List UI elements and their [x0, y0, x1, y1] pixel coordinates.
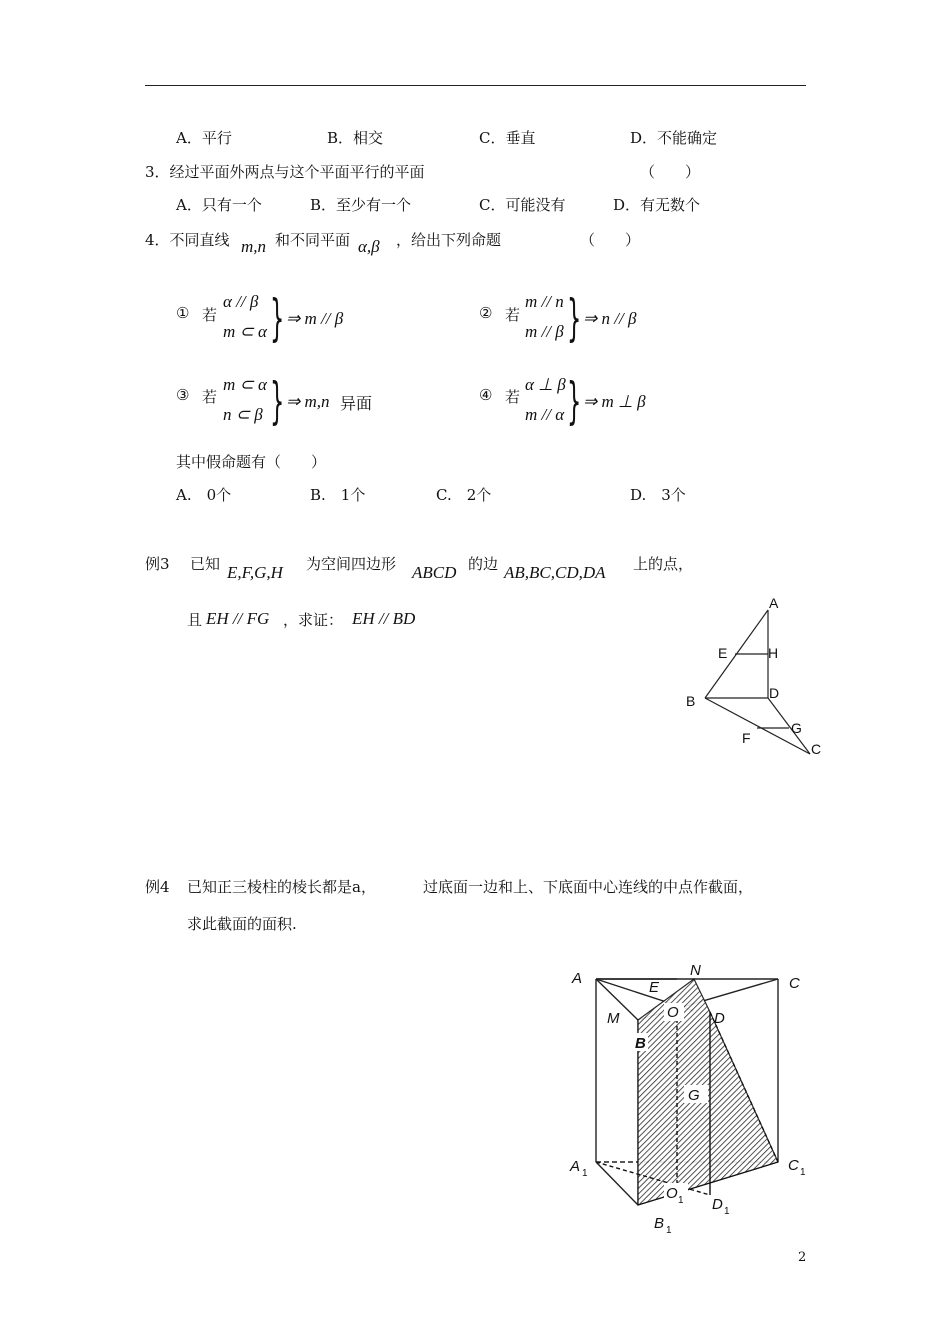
ex3-text-6: ，求证： [283, 611, 344, 629]
q2-option-b: B．相交 [327, 129, 384, 147]
prop2-number: ② [479, 304, 493, 322]
ex4-fig-sub-a1: 1 [582, 1168, 588, 1179]
ex3-fig-label-h: H [768, 645, 779, 661]
ex3-math-abcd: ABCD [412, 563, 457, 582]
ex4-fig-sub-d1: 1 [724, 1206, 730, 1217]
prop2-cond-bot: m // β [525, 322, 564, 341]
ex3-text-5: 且 [187, 611, 203, 629]
prop4-ruo: 若 [505, 388, 521, 406]
prop4-cond-top: α ⊥ β [525, 375, 566, 394]
prop4-number: ④ [479, 386, 493, 404]
prop1-cond-bot: m ⊂ α [223, 322, 267, 341]
ex3-math-sides: AB,BC,CD,DA [504, 563, 606, 582]
ex4-fig-label-m: M [607, 1010, 620, 1027]
prop2-cond-top: m // n [525, 292, 564, 311]
ex4-fig-label-e: E [649, 979, 660, 996]
ex4-fig-label-d: D [714, 1010, 725, 1027]
q3-stem: 3．经过平面外两点与这个平面平行的平面 [145, 163, 425, 181]
prop4-brace: } [567, 372, 582, 430]
ex3-fig-label-a: A [769, 595, 779, 611]
ex3-fig-label-e: E [718, 645, 728, 661]
ex3-text-4: 上的点， [633, 555, 694, 573]
q4-option-a: A. 0个 [176, 486, 232, 504]
ex3-quadrilateral-figure [680, 590, 830, 760]
q4-stem-c: ，给出下列命题 [396, 231, 502, 249]
ex4-fig-label-b1: B [654, 1215, 665, 1232]
ex3-label: 例3 [145, 555, 170, 573]
ex3-math-given: EH // FG [206, 609, 270, 628]
page-number: 2 [798, 1250, 807, 1265]
q4-stem-b: 和不同平面 [275, 231, 351, 249]
q4-false-question: 其中假命题有（ ） [176, 453, 327, 471]
q4-option-b: B. 1个 [310, 486, 366, 504]
ex4-fig-label-n: N [690, 962, 701, 979]
ex3-fig-label-c: C [811, 741, 822, 757]
q3-option-b: B．至少有一个 [310, 196, 412, 214]
ex4-fig-label-o: O [667, 1004, 679, 1021]
ex4-fig-sub-o1: 1 [678, 1195, 684, 1206]
prop3-result: ⇒ m,n [286, 392, 330, 411]
q2-option-c: C．垂直 [479, 129, 536, 147]
ex3-text-3: 的边 [468, 555, 499, 573]
prop3-brace: } [270, 372, 285, 430]
ex4-fig-label-c: C [789, 975, 800, 992]
prop1-ruo: 若 [202, 306, 218, 324]
prop2-brace: } [567, 289, 582, 347]
ex4-fig-label-a: A [572, 970, 583, 987]
ex4-fig-label-a1: A [570, 1158, 581, 1175]
prop3-cond-bot: n ⊂ β [223, 405, 263, 424]
prop3-cond-top: m ⊂ α [223, 375, 267, 394]
ex3-text-2: 为空间四边形 [306, 555, 397, 573]
ex4-line2: 求此截面的面积. [187, 915, 297, 933]
q4-var-mn: m,n [241, 237, 267, 256]
ex4-fig-label-d1: D [712, 1196, 723, 1213]
ex4-fig-label-b: B [635, 1035, 646, 1052]
q2-option-a: A．平行 [176, 129, 232, 147]
q3-option-c: C．可能没有 [479, 196, 566, 214]
ex3-fig-label-f: F [742, 730, 751, 746]
ex3-math-efgh: E,F,G,H [227, 563, 283, 582]
prop3-result-text: 异面 [340, 394, 373, 413]
ex4-fig-label-c1: C [788, 1157, 799, 1174]
ex4-prism-figure [560, 955, 820, 1240]
prop2-ruo: 若 [505, 306, 521, 324]
prop3-number: ③ [176, 386, 190, 404]
ex4-fig-sub-c1: 1 [800, 1167, 806, 1178]
ex3-fig-label-g: G [791, 720, 802, 736]
q4-paren: （ ） [580, 231, 641, 249]
ex4-fig-label-g: G [688, 1087, 700, 1104]
q4-option-c: C. 2个 [436, 486, 492, 504]
prop1-result: ⇒ m // β [286, 309, 344, 328]
ex4-fig-label-o1: O [666, 1185, 678, 1202]
prop3-ruo: 若 [202, 388, 218, 406]
q2-option-d: D．不能确定 [630, 129, 718, 147]
q3-option-a: A．只有一个 [176, 196, 262, 214]
q4-option-d: D. 3个 [630, 486, 686, 504]
prop1-cond-top: α // β [223, 292, 259, 311]
prop1-number: ① [176, 304, 190, 322]
q4-var-alpha-beta: α,β [358, 237, 380, 256]
q3-paren: （ ） [640, 163, 701, 181]
ex4-line1-a: 已知正三棱柱的棱长都是a， [187, 878, 376, 896]
ex3-math-prove: EH // BD [352, 609, 416, 628]
prop4-result: ⇒ m ⊥ β [583, 392, 646, 411]
ex3-fig-label-d: D [769, 685, 780, 701]
prop4-cond-bot: m // α [525, 405, 565, 424]
ex4-label: 例4 [145, 878, 170, 896]
header-rule [145, 85, 806, 86]
ex3-text-1: 已知 [190, 555, 221, 573]
prop1-brace: } [270, 289, 285, 347]
ex4-fig-sub-b1: 1 [666, 1225, 672, 1236]
prop2-result: ⇒ n // β [583, 309, 637, 328]
ex3-fig-label-b: B [686, 693, 696, 709]
q3-option-d: D．有无数个 [613, 196, 701, 214]
ex4-line1-b: 过底面一边和上、下底面中心连线的中点作截面， [423, 878, 754, 896]
q4-stem-a: 4．不同直线 [145, 231, 230, 249]
